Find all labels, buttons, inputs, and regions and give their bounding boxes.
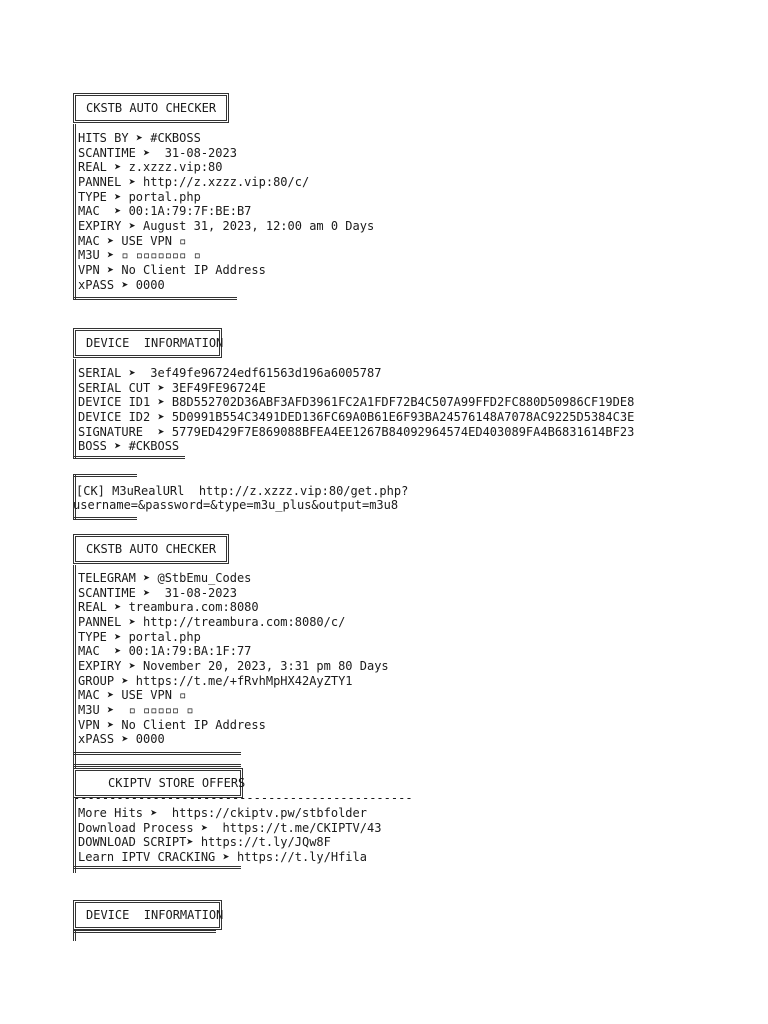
info-line: BOSS ➤ #CKBOSS	[78, 439, 180, 454]
info-line: REAL ➤ z.xzzz.vip:80	[78, 160, 223, 175]
info-line: PANNEL ➤ http://z.xzzz.vip:80/c/	[78, 174, 310, 189]
info-line: EXPIRY ➤ November 20, 2023, 3:31 pm 80 Days	[78, 658, 389, 673]
section2-title: DEVICE INFORMATION	[86, 336, 224, 350]
info-line: HITS BY ➤ #CKBOSS	[78, 131, 201, 145]
info-line: TELEGRAM ➤ @StbEmu_Codes	[78, 571, 252, 585]
info-line: VPN ➤ No Client IP Address	[78, 717, 266, 732]
info-line: MAC ➤ USE VPN ▫	[78, 688, 187, 703]
info-line: xPASS ➤ 0000	[78, 732, 165, 747]
info-line: EXPIRY ➤ August 31, 2023, 12:00 am 0 Days	[78, 218, 375, 233]
section3-bottom-border-2	[73, 764, 241, 767]
info-line: xPASS ➤ 0000	[78, 277, 165, 292]
info-line: TYPE ➤ portal.php	[78, 629, 201, 644]
info-line: More Hits ➤ https://ckiptv.pw/stbfolder	[78, 806, 367, 820]
info-line: Download Process ➤ https://t.me/CKIPTV/43	[78, 820, 382, 835]
section1-left-border	[73, 124, 76, 300]
offers-title: CKIPTV STORE OFFERS	[108, 776, 246, 790]
info-line: VPN ➤ No Client IP Address	[78, 262, 266, 277]
info-line: M3U ➤ ▫ ▫▫▫▫▫ ▫	[78, 702, 194, 717]
info-line: REAL ➤ treambura.com:8080	[78, 600, 259, 615]
m3u-top-border	[73, 474, 137, 477]
offers-left-border	[73, 798, 76, 873]
section2-left-border	[73, 359, 76, 459]
info-line: SERIAL ➤ 3ef49fe96724edf61563d196a6005787	[78, 366, 382, 380]
section2-bottom-border	[73, 456, 185, 459]
section1-title: CKSTB AUTO CHECKER	[86, 101, 217, 115]
info-line: SCANTIME ➤ 31-08-2023	[78, 145, 237, 160]
info-line: GROUP ➤ https://t.me/+fRvhMpHX42AyZTY1	[78, 673, 353, 688]
m3u-bottom-border	[73, 517, 137, 520]
info-line: Learn IPTV CRACKING ➤ https://t.ly/Hfila	[78, 849, 367, 864]
section3-title-box	[73, 534, 229, 564]
info-line: MAC ➤ USE VPN ▫	[78, 233, 187, 248]
info-line: MAC ➤ 00:1A:79:7F:BE:B7	[78, 204, 252, 219]
section1-title-box	[73, 93, 229, 123]
section1-bottom-border	[73, 297, 237, 300]
section4-top-rule	[73, 930, 216, 933]
info-line: DOWNLOAD SCRIPT➤ https://t.ly/JQw8F	[78, 835, 331, 850]
info-line: SCANTIME ➤ 31-08-2023	[78, 585, 237, 600]
info-line: SERIAL CUT ➤ 3EF49FE96724E	[78, 380, 266, 395]
m3u-url-line1: [CK] M3uRealURl http://z.xzzz.vip:80/get.php?	[76, 484, 409, 498]
section2-title-box	[73, 328, 222, 358]
info-line: SIGNATURE ➤ 5779ED429F7E869088BFEA4EE1267B84092964574ED403089FA4B6831614BF23	[78, 424, 635, 439]
info-line: TYPE ➤ portal.php	[78, 189, 201, 204]
section3-bottom-border	[73, 752, 241, 755]
section4-title: DEVICE INFORMATION	[86, 908, 224, 922]
offers-bottom-border	[73, 866, 241, 869]
section4-title-box	[73, 900, 222, 930]
info-line: DEVICE ID2 ➤ 5D0991B554C3491DED136FC69A0B61E6F93BA24576148A7078AC9225D5384C3E	[78, 409, 635, 424]
offers-separator: -----------------------------------------------	[73, 791, 413, 805]
m3u-url-line2: username=&password=&type=m3u_plus&output=m3u8	[73, 498, 399, 512]
section3-left-border	[73, 565, 76, 769]
section3-title: CKSTB AUTO CHECKER	[86, 542, 217, 556]
info-line: MAC ➤ 00:1A:79:BA:1F:77	[78, 644, 252, 659]
info-line: DEVICE ID1 ➤ B8D552702D36ABF3AFD3961FC2A1FDF72B4C507A99FFD2FC880D50986CF19DE8	[78, 395, 635, 410]
info-line: M3U ➤ ▫ ▫▫▫▫▫▫▫ ▫	[78, 248, 201, 263]
info-line: PANNEL ➤ http://treambura.com:8080/c/	[78, 614, 346, 629]
